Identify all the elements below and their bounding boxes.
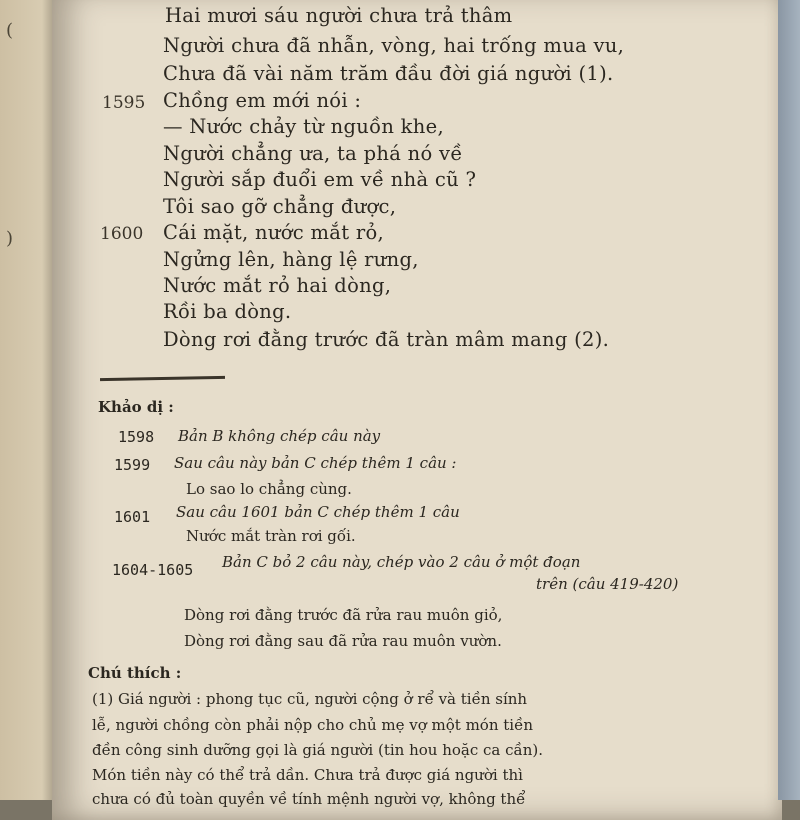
note-number: 1601 [114,508,151,526]
poem-line: — Nước chảy từ nguồn khe, [163,115,444,138]
commentary-line: Món tiền này có thể trả dần. Chưa trả được giá người thì [92,766,523,784]
variant-line: Dòng rơi đằng sau đã rửa rau muôn vườn. [184,632,502,650]
left-page-mark: ( [6,20,14,41]
note-text: Bản C bỏ 2 câu này, chép vào 2 câu ở một đoạn [222,553,581,571]
poem-line: Dòng rơi đằng trước đã tràn mâm mang (2). [163,328,610,351]
poem-line: Ngửng lên, hàng lệ rưng, [163,248,419,271]
poem-line: Người chẳng ưa, ta phá nó về [163,142,463,165]
poem-line: Nước mắt rỏ hai dòng, [163,274,392,297]
poem-line: Tôi sao gỡ chẳng được, [163,195,397,218]
line-number: 1600 [100,224,144,244]
poem-line: Rồi ba dòng. [163,300,292,323]
poem-line: Hai mươi sáu người chưa trả thâm [165,4,513,27]
poem-line: Người chưa đã nhẫn, vòng, hai trống mua vu, [163,34,625,57]
note-text: Bản B không chép câu này [178,427,381,445]
note-text: Sau câu này bản C chép thêm 1 câu : [174,454,457,472]
commentary-line: chưa có đủ toàn quyền về tính mệnh người vợ, không thể [92,790,526,808]
note-text: Sau câu 1601 bản C chép thêm 1 câu [176,503,460,521]
poem-line: Cái mặt, nước mắt rỏ, [163,221,385,244]
notes-heading: Khảo dị : [98,398,174,416]
line-number: 1595 [102,93,146,113]
variant-line: Dòng rơi đằng trước đã rửa rau muôn giỏ, [184,606,503,624]
note-number: 1599 [114,456,151,474]
note-text: Lo sao lo chẳng cùng. [186,480,352,498]
commentary-heading: Chú thích : [88,664,182,682]
commentary-line: (1) Giá người : phong tục cũ, người cộng ở rể và tiền sính [92,690,528,708]
note-text: trên (câu 419-420) [536,575,679,593]
note-text: Nước mắt tràn rơi gối. [186,527,356,545]
poem-line: Chồng em mới nói : [163,89,362,112]
background-strip [778,0,800,800]
note-number: 1598 [118,428,155,446]
commentary-line: đền công sinh dưỡng gọi là giá người (tin hou hoặc ca cần). [92,741,543,759]
poem-line: Chưa đã vài năm trăm đầu đời giá người (1). [163,62,614,85]
note-number: 1604-1605 [112,561,194,579]
commentary-line: lễ, người chồng còn phải nộp cho chủ mẹ vợ một món tiền [92,716,533,734]
poem-line: Người sắp đuổi em về nhà cũ ? [163,168,477,191]
left-page-mark: ) [6,228,14,249]
